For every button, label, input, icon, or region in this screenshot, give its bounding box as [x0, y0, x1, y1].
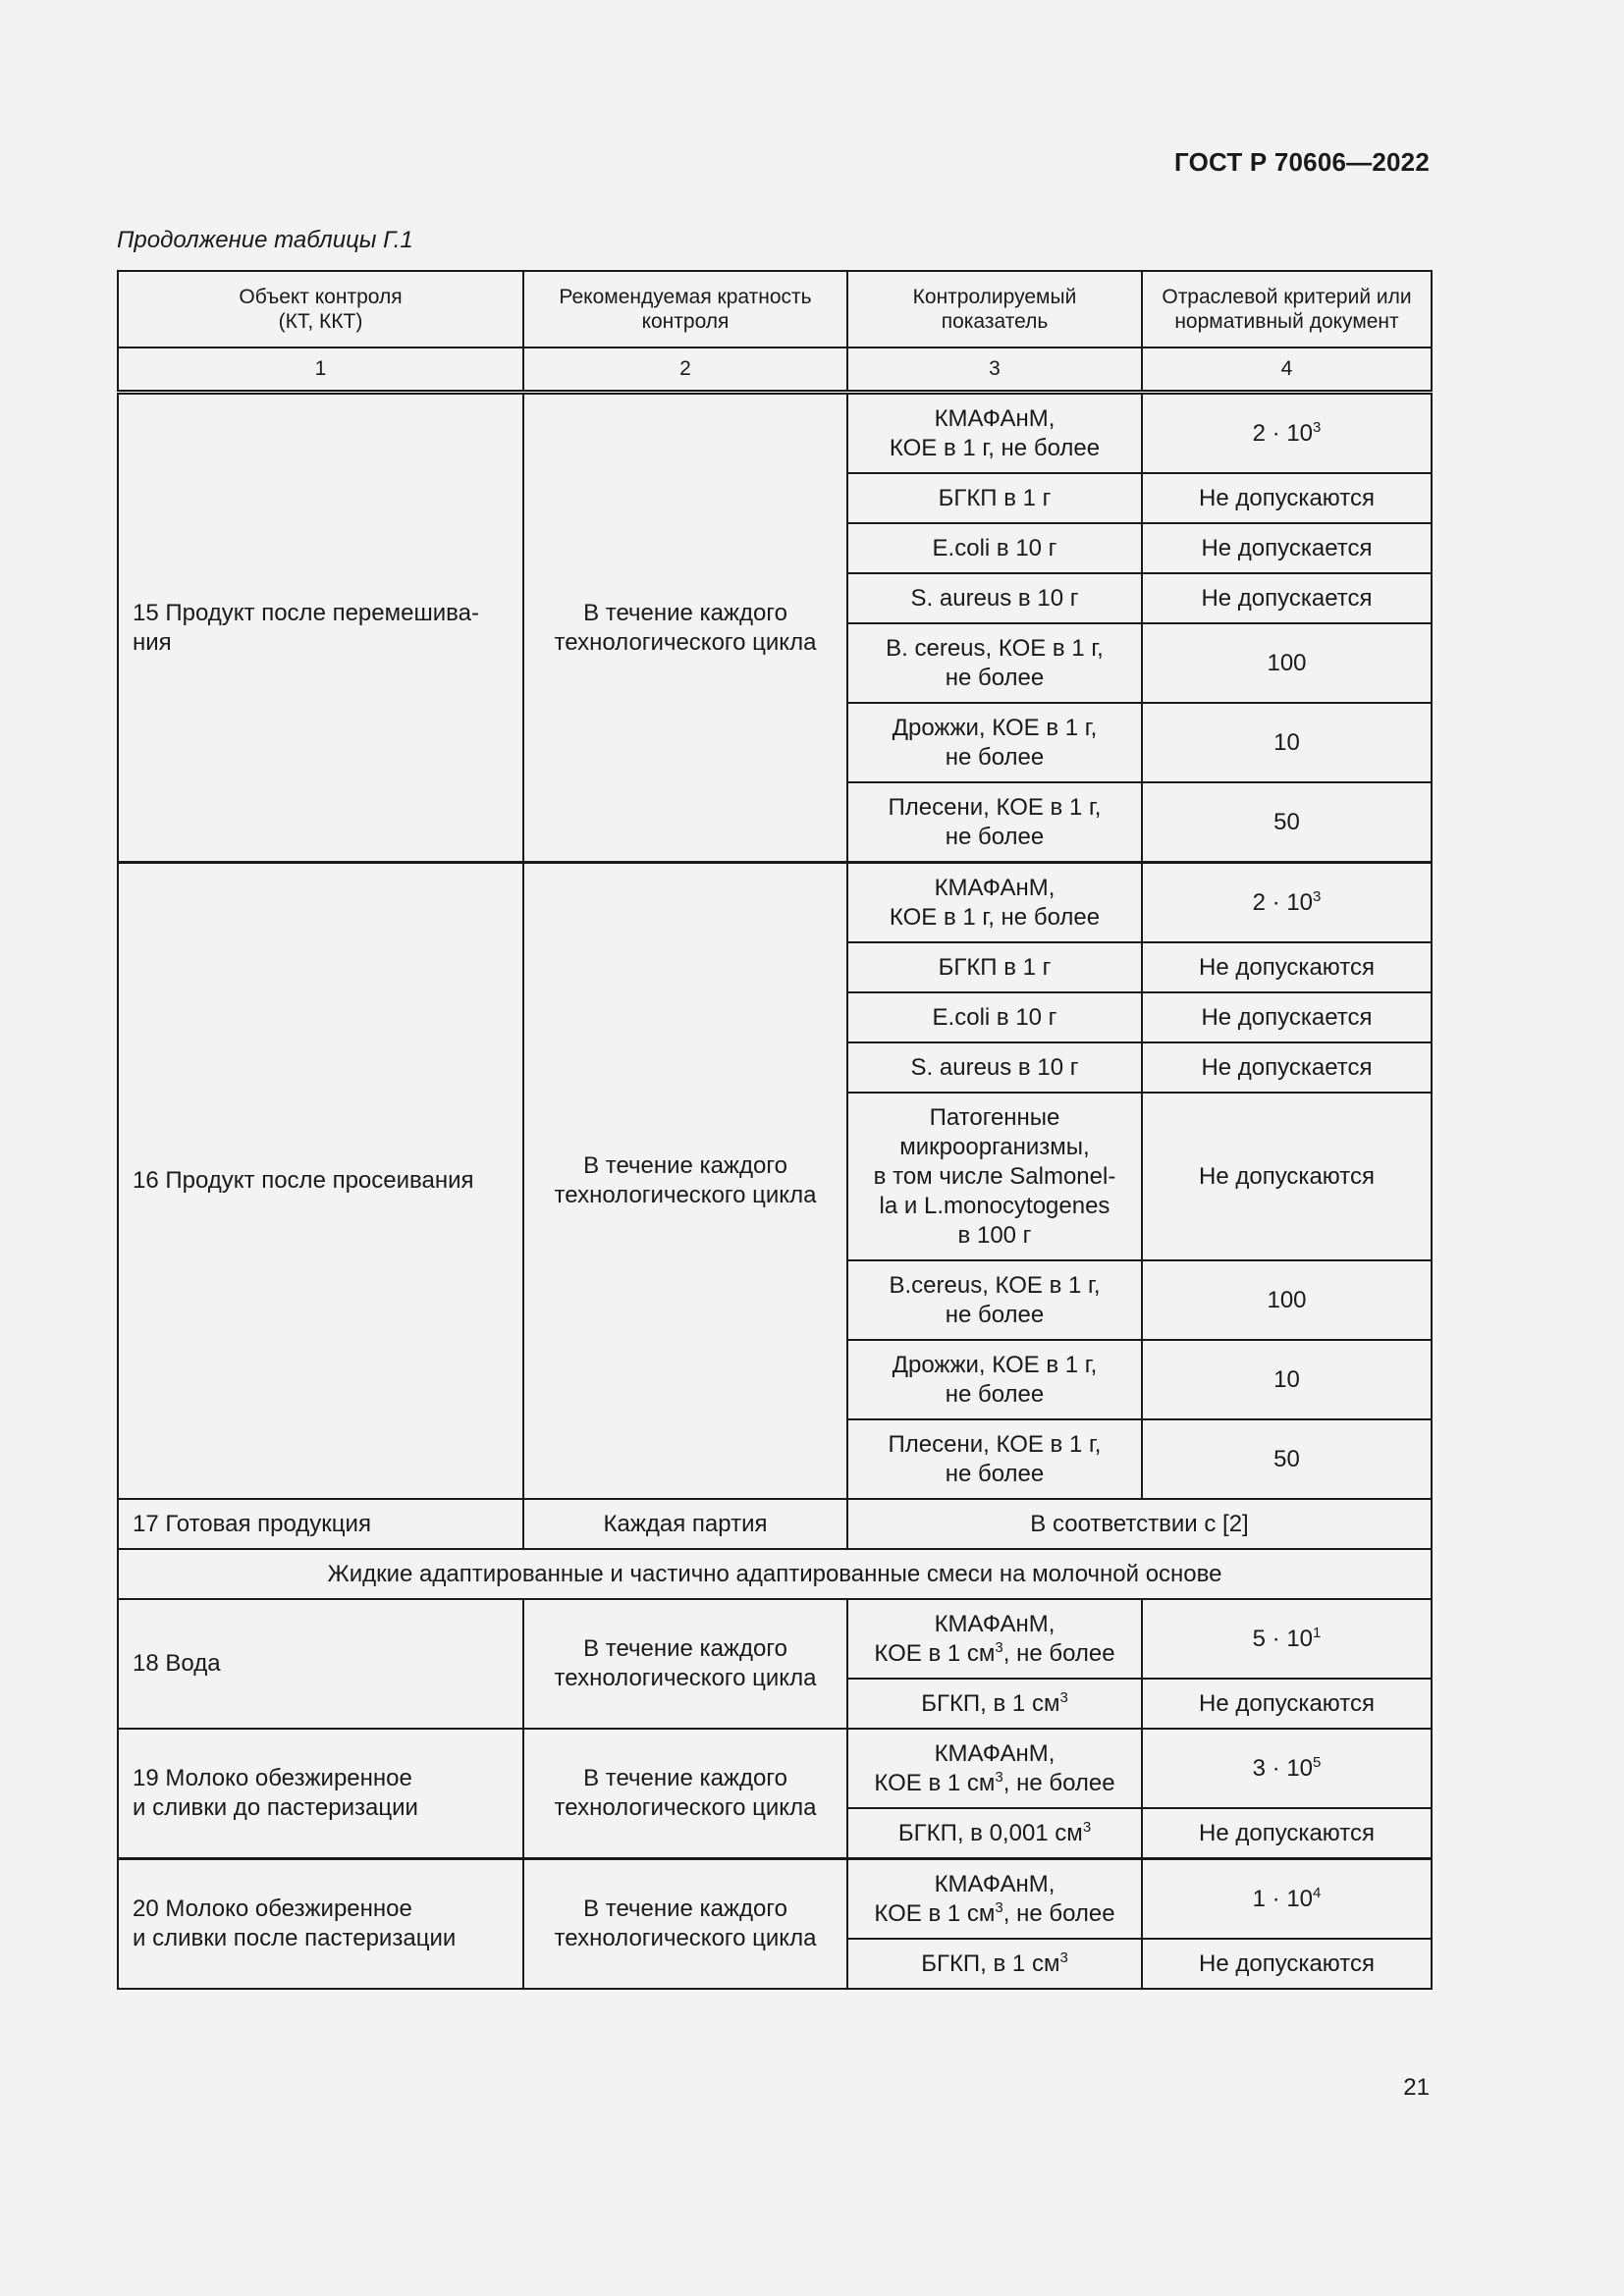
document-code: ГОСТ Р 70606—2022 — [1174, 147, 1430, 177]
control-table — [117, 270, 1433, 1990]
control-frequency: В течение каждого технологического цикла — [523, 1599, 847, 1729]
control-frequency: Каждая партия — [523, 1499, 847, 1549]
criterion: Не допускаются — [1142, 1808, 1432, 1859]
control-object: 17 Готовая продукция — [118, 1499, 523, 1549]
criterion: Не допускается — [1142, 573, 1432, 623]
page-number: 21 — [1403, 2074, 1430, 2101]
indicator: Дрожжи, КОЕ в 1 г, не более — [847, 703, 1142, 782]
table-row — [118, 1499, 1432, 1549]
indicator: КМАФАнМ, КОЕ в 1 $см^3$, не более — [847, 1729, 1142, 1808]
control-object: 19 Молоко обезжиренное и сливки до пастеризации — [118, 1729, 523, 1859]
criterion: 10 — [1142, 703, 1432, 782]
indicator: Плесени, КОЕ в 1 г, не более — [847, 1419, 1142, 1499]
indicator: E.coli в 10 г — [847, 523, 1142, 573]
control-object: 18 Вода — [118, 1599, 523, 1729]
criterion: $2 \cdot 10^3$ — [1142, 393, 1432, 474]
criterion: 50 — [1142, 782, 1432, 863]
control-object: 20 Молоко обезжиренное и сливки после пастеризации — [118, 1859, 523, 1990]
criterion: $5 \cdot 10^1$ — [1142, 1599, 1432, 1679]
control-frequency: В течение каждого технологического цикла — [523, 393, 847, 863]
indicator: БГКП в 1 г — [847, 942, 1142, 992]
control-frequency: В течение каждого технологического цикла — [523, 1729, 847, 1859]
indicator: БГКП, в 1 $см^3$ — [847, 1679, 1142, 1729]
indicator: S. aureus в 10 г — [847, 1042, 1142, 1093]
column-number: 1 — [118, 347, 523, 393]
section-title: Жидкие адаптированные и частично адаптированные смеси на молочной основе — [118, 1549, 1432, 1599]
table-row — [118, 1599, 1432, 1679]
column-header: Объект контроля (КТ, ККТ) — [118, 271, 523, 347]
table-header-row — [118, 271, 1432, 347]
section-row — [118, 1549, 1432, 1599]
control-object: 15 Продукт после перемешива- ния — [118, 393, 523, 863]
control-object: 16 Продукт после просеивания — [118, 863, 523, 1500]
indicator: Дрожжи, КОЕ в 1 г, не более — [847, 1340, 1142, 1419]
column-number: 3 — [847, 347, 1142, 393]
indicator: B. cereus, КОЕ в 1 г, не более — [847, 623, 1142, 703]
table-row — [118, 863, 1432, 943]
criterion: Не допускаются — [1142, 1939, 1432, 1989]
indicator: E.coli в 10 г — [847, 992, 1142, 1042]
indicator: Патогенные микроорганизмы, в том числе Salmonel- la и L.monocytogenes в 100 г — [847, 1093, 1142, 1260]
indicator: КМАФАнМ, КОЕ в 1 г, не более — [847, 863, 1142, 943]
criterion: 50 — [1142, 1419, 1432, 1499]
indicator: КМАФАнМ, КОЕ в 1 $см^3$, не более — [847, 1599, 1142, 1679]
indicator: Плесени, КОЕ в 1 г, не более — [847, 782, 1142, 863]
table-row — [118, 393, 1432, 474]
indicator: БГКП в 1 г — [847, 473, 1142, 523]
criterion: Не допускаются — [1142, 942, 1432, 992]
control-frequency: В течение каждого технологического цикла — [523, 1859, 847, 1990]
criterion: Не допускается — [1142, 1042, 1432, 1093]
column-header: Рекомендуемая кратность контроля — [523, 271, 847, 347]
indicator: КМАФАнМ, КОЕ в 1 г, не более — [847, 393, 1142, 474]
column-number: 2 — [523, 347, 847, 393]
column-number: 4 — [1142, 347, 1432, 393]
criterion: $2 \cdot 10^3$ — [1142, 863, 1432, 943]
criterion: Не допускаются — [1142, 1093, 1432, 1260]
table-row — [118, 1859, 1432, 1940]
indicator: B.cereus, КОЕ в 1 г, не более — [847, 1260, 1142, 1340]
criterion: $1 \cdot 10^4$ — [1142, 1859, 1432, 1940]
indicator: БГКП, в 0,001 $см^3$ — [847, 1808, 1142, 1859]
column-header: Контролируемый показатель — [847, 271, 1142, 347]
criterion: Не допускаются — [1142, 473, 1432, 523]
column-header: Отраслевой критерий или нормативный документ — [1142, 271, 1432, 347]
column-number-row — [118, 347, 1432, 393]
criterion: 10 — [1142, 1340, 1432, 1419]
criterion: Не допускаются — [1142, 1679, 1432, 1729]
criterion: Не допускается — [1142, 523, 1432, 573]
table-caption: Продолжение таблицы Г.1 — [117, 227, 413, 253]
indicator: КМАФАнМ, КОЕ в 1 $см^3$, не более — [847, 1859, 1142, 1940]
criterion: 100 — [1142, 1260, 1432, 1340]
control-frequency: В течение каждого технологического цикла — [523, 863, 847, 1500]
indicator: S. aureus в 10 г — [847, 573, 1142, 623]
criterion: В соответствии с [2] — [847, 1499, 1432, 1549]
table-row — [118, 1729, 1432, 1808]
criterion: Не допускается — [1142, 992, 1432, 1042]
criterion: $3 \cdot 10^5$ — [1142, 1729, 1432, 1808]
indicator: БГКП, в 1 $см^3$ — [847, 1939, 1142, 1989]
criterion: 100 — [1142, 623, 1432, 703]
